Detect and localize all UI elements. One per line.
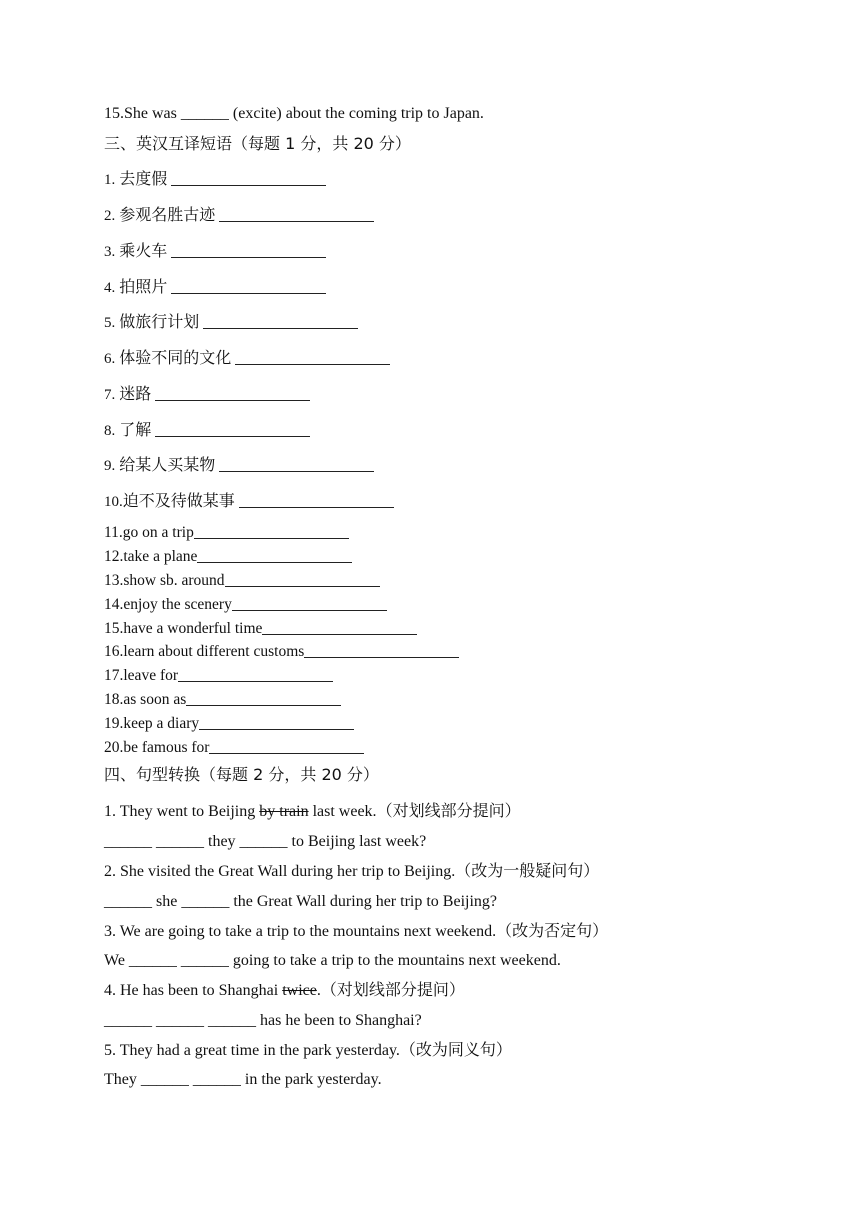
item-number: 4. (104, 280, 116, 296)
item-number: 3. (104, 244, 116, 260)
answer-blank[interactable] (155, 386, 310, 401)
item-text: 12.take a plane (104, 548, 198, 565)
question-number: 2. (104, 863, 116, 880)
answer-blank[interactable] (239, 493, 394, 508)
answer-blank[interactable] (262, 620, 417, 635)
item-text: 14.enjoy the scenery (104, 596, 232, 613)
cn-item-9 (104, 457, 374, 474)
question-number: 3. (104, 923, 116, 940)
previous-question-15: 15.She was ______ (excite) about the coming trip to Japan. (104, 105, 484, 122)
item-number: 2. (104, 208, 116, 224)
answer-blank[interactable] (155, 422, 310, 437)
cn-item-7 (104, 386, 310, 403)
answer-blank[interactable] (304, 643, 459, 658)
transform-question-1 (104, 803, 521, 820)
question-text: They had a great time in the park yesterday. (119, 1042, 400, 1059)
cn-item-10 (104, 493, 394, 510)
item-text: 了解 (119, 420, 152, 439)
question-text-end: last week. (312, 803, 377, 820)
item-text: 19.keep a diary (104, 715, 200, 732)
item-text: 15.have a wonderful time (104, 620, 263, 637)
en-item-16 (104, 643, 459, 660)
question-text: They went to Beijing (119, 803, 256, 820)
item-text: 18.as soon as (104, 691, 187, 708)
answer-blank[interactable] (171, 243, 326, 258)
answer-blank[interactable] (197, 548, 352, 563)
en-item-14 (104, 596, 387, 613)
transform-question-5 (104, 1042, 512, 1059)
item-number: 9. (104, 458, 116, 474)
answer-blank[interactable] (219, 457, 374, 472)
answer-blank[interactable] (203, 314, 358, 329)
item-number: 7. (104, 387, 116, 403)
item-text: 16.learn about different customs (104, 643, 305, 660)
en-item-11 (104, 524, 349, 541)
question-number: 4. (104, 982, 116, 999)
cn-item-3 (104, 243, 326, 260)
item-text: 拍照片 (119, 277, 168, 296)
underlined-phrase: twice (282, 982, 317, 999)
question-number: 5. (104, 1042, 116, 1059)
question-number: 1. (104, 803, 116, 820)
item-text: 乘火车 (119, 241, 168, 260)
answer-blank[interactable] (209, 739, 364, 754)
answer-blank[interactable] (171, 279, 326, 294)
item-text: 体验不同的文化 (119, 348, 232, 367)
cn-item-4 (104, 279, 326, 296)
question-instruction: （对划线部分提问） (376, 801, 521, 820)
underlined-phrase: by train (259, 803, 309, 820)
question-text: She visited the Great Wall during her trip to Beijing. (120, 863, 456, 880)
answer-blank[interactable] (225, 572, 380, 587)
item-text: 13.show sb. around (104, 572, 225, 589)
en-item-12 (104, 548, 352, 565)
item-number: 8. (104, 423, 116, 439)
section-4-heading: 四、句型转换（每题 2 分，共 20 分） (104, 765, 379, 784)
cn-item-2 (104, 207, 374, 224)
answer-blank[interactable] (194, 524, 349, 539)
item-text: 11.go on a trip (104, 524, 194, 541)
item-text: 20.be famous for (104, 739, 210, 756)
answer-blank[interactable] (235, 350, 390, 365)
cn-item-5 (104, 314, 358, 331)
transform-question-3 (104, 923, 608, 940)
section-3-heading: 三、英汉互译短语（每题 1 分，共 20 分） (104, 134, 411, 153)
cn-item-1 (104, 171, 326, 188)
answer-line-3[interactable]: We ______ ______ going to take a trip to the mountains next weekend. (104, 952, 561, 969)
answer-line-2[interactable]: ______ she ______ the Great Wall during her trip to Beijing? (104, 893, 498, 910)
answer-blank[interactable] (186, 691, 341, 706)
item-text: 去度假 (119, 169, 168, 188)
en-item-13 (104, 572, 380, 589)
cn-item-6 (104, 350, 390, 367)
item-text: 迫不及待做某事 (122, 491, 235, 510)
question-text: He has been to Shanghai (120, 982, 279, 999)
answer-line-5[interactable]: They ______ ______ in the park yesterday. (104, 1071, 382, 1088)
en-item-15 (104, 620, 417, 637)
answer-blank[interactable] (199, 715, 354, 730)
question-instruction: （对划线部分提问） (320, 980, 465, 999)
cn-item-8 (104, 422, 310, 439)
item-number: 6. (104, 351, 116, 367)
question-text: We are going to take a trip to the mountains next weekend. (119, 923, 497, 940)
question-instruction: （改为同义句） (399, 1040, 512, 1059)
item-text: 17.leave for (104, 667, 179, 684)
transform-question-4 (104, 982, 465, 999)
item-text: 参观名胜古迹 (119, 205, 216, 224)
answer-blank[interactable] (219, 207, 374, 222)
en-item-17 (104, 667, 333, 684)
en-item-20 (104, 739, 364, 756)
item-text: 迷路 (119, 384, 152, 403)
question-text-end: . (316, 982, 321, 999)
answer-blank[interactable] (171, 171, 326, 186)
item-number: 5. (104, 315, 116, 331)
question-instruction: （改为一般疑问句） (455, 861, 600, 880)
answer-blank[interactable] (178, 667, 333, 682)
transform-question-2 (104, 863, 599, 880)
item-number: 10. (104, 494, 123, 510)
item-text: 做旅行计划 (119, 312, 200, 331)
item-number: 1. (104, 172, 116, 188)
question-instruction: （改为否定句） (496, 921, 609, 940)
item-text: 给某人买某物 (119, 455, 216, 474)
answer-line-4[interactable]: ______ ______ ______ has he been to Shanghai? (104, 1012, 422, 1029)
en-item-19 (104, 715, 354, 732)
answer-line-1[interactable]: ______ ______ they ______ to Beijing last week? (104, 833, 427, 850)
en-item-18 (104, 691, 341, 708)
answer-blank[interactable] (232, 596, 387, 611)
